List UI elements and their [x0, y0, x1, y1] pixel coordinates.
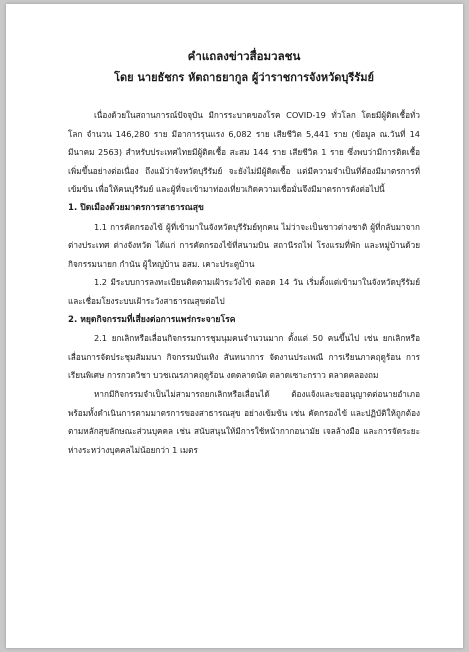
section-2-item-2: หากมีกิจกรรมจำเป็นไม่สามารถยกเลิกหรือเลื่อนได้ ต้องแจ้งและขออนุญาตต่อนายอำเภอ พร้อมทั้งดำเนินการตามมาตรการของสาธารณสุข อย่างเข้มข้น เช่น คัดกรองไข้ และปฏิบัติให้ถูกต้องตามหลักสุขลักษณะส่วนบุคคล เช่น สนับสนุนให้มีการใช้หน้ากากอนามัย เจลล้างมือ และการจัดระยะห่างระหว่างบุคคลไม่น้อยกว่า 1 เมตร [68, 388, 420, 455]
section-2-heading: 2. หยุดกิจกรรมที่เสี่ยงต่อการแพร่กระจายโรค [68, 314, 236, 325]
section-1-heading: 1. ปิดเมืองด้วยมาตรการสาธารณสุข [68, 202, 204, 213]
document-subtitle: โดย นายธัชกร หัตถาธยากูล ผู้ว่าราชการจังหวัดบุรีรัมย์ [114, 71, 374, 84]
section-2-item-1: 2.1 ยกเลิกหรือเลื่อนกิจกรรมการชุมนุมคนจำนวนมาก ตั้งแต่ 50 คนขึ้นไป เช่น ยกเลิกหรือเลื่อนการจัดประชุมสัมมนา กิจกรรมบันเทิง สันทนาการ จัดงานประเพณี การเรียนภาคฤดูร้อน การเรียนพิเศษ การกวดวิชา บวชเณรภาคฤดูร้อน งดตลาดนัด ตลาดเซาะกราว ตลาดคลองถม [68, 333, 420, 381]
intro-paragraph: เนื่องด้วยในสถานการณ์ปัจจุบัน มีการระบาดของโรค COVID-19 ทั่วโลก โดยมีผู้ติดเชื้อทั่วโลก จำนวน 146,280 ราย มีอาการรุนแรง 6,082 ราย เสียชีวิต 5,441 ราย (ข้อมูล ณ.วันที่ 14 มีนาคม 2563) สำหรับประเทศไทยมีผู้ติดเชื้อ สะสม 144 ราย เสียชีวิต 1 ราย ซึ่งพบว่ามีการติดเชื้อเพิ่มขึ้นอย่างต่อเนื่อง ถึงแม้ว่าจังหวัดบุรีรัมย์ จะยังไม่มีผู้ติดเชื้อ แต่มีความจำเป็นที่ต้องมีมาตรการที่เข้มข้น เพื่อให้คนบุรีรัมย์ และผู้ที่จะเข้ามาท่องเที่ยวเกิดความเชื่อมั่นจึงมีมาตรการดังต่อไปนี้ [68, 110, 420, 195]
document-title: คำแถลงข่าวสื่อมวลชน [187, 49, 301, 63]
document-page [6, 4, 463, 648]
section-1-item-1: 1.1 การคัดกรองไข้ ผู้ที่เข้ามาในจังหวัดบุรีรัมย์ทุกคน ไม่ว่าจะเป็นชาวต่างชาติ ผู้ที่กลับมาจากต่างประเทศ ต่างจังหวัด ได้แก่ การคัดกรองไข้ที่สนามบิน สถานีรถไฟ โรงแรมที่พัก และหมู่บ้านด้วย กิจกรรมนายก กำนัน ผู้ใหญ่บ้าน อสม. เคาะประตูบ้าน [68, 221, 420, 269]
section-1-item-2: 1.2 มีระบบการลงทะเบียนติดตามเฝ้าระวังไข้ ตลอด 14 วัน เริ่มตั้งแต่เข้ามาในจังหวัดบุรีรัมย์ และเชื่อมโยงระบบเฝ้าระวังสาธารณสุขต่อไป [68, 277, 420, 306]
document-body [68, 48, 420, 459]
